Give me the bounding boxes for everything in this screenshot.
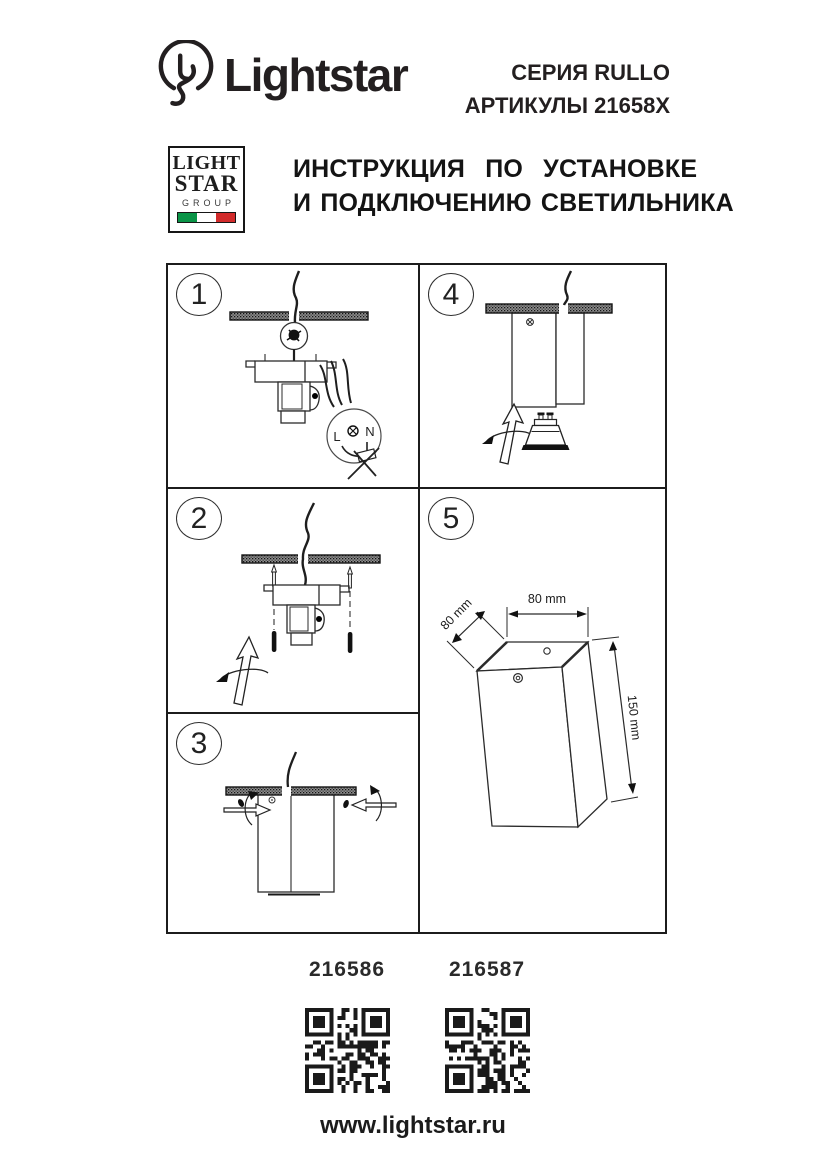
terminal-l-label: L: [333, 429, 341, 444]
logo-line-group: GROUP: [181, 198, 235, 208]
mounting-bracket-icon: [246, 354, 336, 423]
qr-code: [445, 1008, 530, 1093]
series-name: СЕРИЯ RULLO: [511, 60, 670, 85]
ceiling-icon: [486, 302, 612, 315]
lamp-shade-icon: [512, 313, 584, 407]
power-cable-icon: [564, 271, 571, 305]
cable-knot-detail-icon: [281, 323, 308, 362]
fixture-isometric-icon: [477, 642, 607, 827]
instruction-grid: [166, 263, 667, 934]
product-code: 216587: [448, 958, 526, 981]
step-1-panel: [168, 265, 418, 489]
step-3-number: 3: [176, 722, 222, 765]
page-title: [293, 152, 734, 220]
brand-wordmark: Lightstar: [224, 49, 408, 101]
screw-icon: [348, 567, 353, 653]
screw-icon: [272, 565, 277, 652]
step-2-panel: [168, 489, 418, 714]
title-line-2: И ПОДКЛЮЧЕНИЮ СВЕТИЛЬНИКА: [293, 189, 734, 217]
step-4-number: 4: [428, 273, 474, 316]
rotate-arrow-icon: [482, 404, 532, 464]
lamp-shade-icon: [258, 794, 334, 895]
ceiling-icon: [242, 553, 380, 565]
lightstar-group-logo: [168, 146, 245, 233]
product-qr-block: [302, 958, 392, 1098]
power-cable-icon: [303, 503, 314, 585]
step-5-number: 5: [428, 497, 474, 540]
gu10-lamp-icon: [522, 413, 570, 451]
lightstar-bulb-icon: [157, 40, 215, 114]
title-line-1: ИНСТРУКЦИЯ ПО УСТАНОВКЕ: [293, 155, 698, 183]
step-3-panel: [168, 714, 418, 932]
dim-height-label: 150 mm: [624, 694, 644, 741]
website-url: www.lightstar.ru: [320, 1112, 506, 1139]
terminal-detail-icon: [327, 409, 381, 479]
italian-flag-stripe: [177, 212, 236, 223]
article-numbers: АРТИКУЛЫ 21658X: [464, 93, 670, 118]
step-5-dimension-drawing: [420, 489, 665, 932]
step-5-panel: [420, 489, 665, 932]
dimension-width: [507, 592, 588, 637]
mounting-bracket-icon: [264, 585, 349, 645]
logo-line-star: STAR: [174, 171, 239, 196]
ceiling-icon: [230, 310, 368, 322]
step-1-number: 1: [176, 273, 222, 316]
product-qr-block: [442, 958, 532, 1098]
logo-line-light: LIGHT: [172, 152, 241, 174]
rotate-arrow-icon: [216, 637, 268, 705]
step-4-panel: [420, 265, 665, 489]
step-2-number: 2: [176, 497, 222, 540]
power-cable-icon: [288, 752, 296, 787]
product-code: 216586: [308, 958, 386, 981]
dim-width-label: 80 mm: [527, 592, 567, 606]
ceiling-icon: [226, 785, 356, 796]
terminal-n-label: N: [365, 424, 375, 439]
qr-code: [305, 1008, 390, 1093]
screw-head-icon: [527, 319, 534, 326]
dim-depth-label: 80 mm: [437, 595, 475, 633]
series-block: [465, 56, 670, 122]
